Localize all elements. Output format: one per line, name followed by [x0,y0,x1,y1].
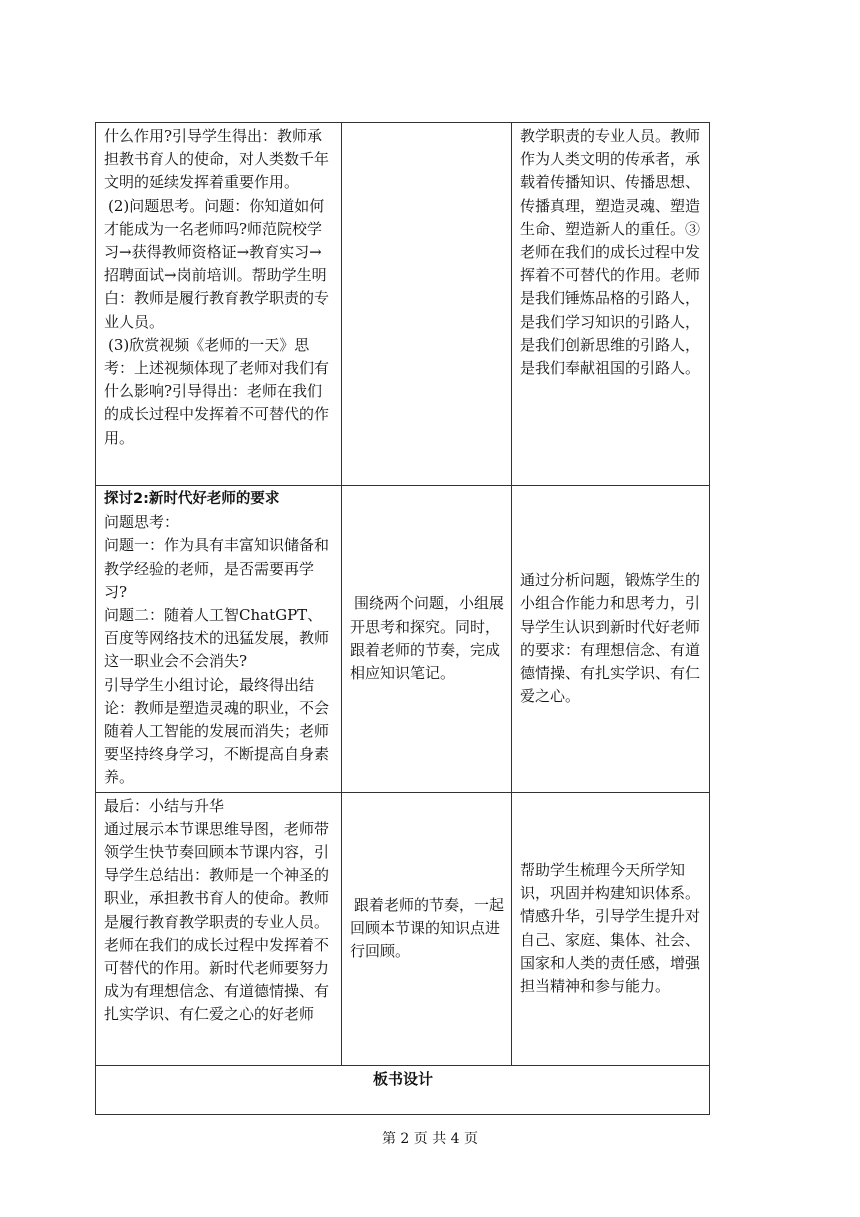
paragraph: 通过分析问题，锻炼学生的小组合作能力和思考力，引导学生认识到新时代好老师的要求：有理想信念、有道德情操、有扎实学识、有仁爱之心。 [520,571,701,706]
section-heading: 最后：小结与升华 [104,796,225,815]
paragraph: 跟着老师的节奏，一起回顾本节课的知识点进行回顾。 [350,895,505,961]
paragraph: 问题二：随着人工智ChatGPT、百度等网络技术的迅猛发展，教师这一职业会不会消失? [104,606,330,671]
page-number-footer: 第 2 页 共 4 页 [381,1131,479,1147]
teacher-activity-cell [96,792,342,1065]
table-row [96,486,710,793]
paragraph: 围绕两个问题，小组展开思考和探究。同时，跟着老师的节奏，完成相应知识笔记。 [350,594,505,683]
paragraph: 问题思考： [104,513,180,532]
paragraph: (2)问题思考。问题：你知道如何才能成为一名老师吗?师范院校学习→获得教师资格证→教育实习→招聘面试→岗前培训。帮助学生明白：教师是履行教育教学职责的专业人员。 [104,196,330,331]
table-row [96,1065,710,1114]
lesson-plan-table [95,122,710,1115]
paragraph: (3)欣赏视频《老师的一天》思考：上述视频体现了老师对我们有什么影响?引导得出：老师在我们的成长过程中发挥着不可替代的作用。 [104,335,330,447]
student-activity-cell [342,123,512,486]
design-intent-cell [512,792,710,1065]
paragraph: 教学职责的专业人员。教师作为人类文明的传承者，承载着传播知识、传播思想、传播真理，塑造灵魂、塑造生命、塑造新人的重任。③老师在我们的成长过程中发挥着不可替代的作用。老师是我们锤炼品格的引路人，是我们学习知识的引路人，是我们创新思维的引路人，是我们奉献祖国的引路人。 [520,127,701,378]
section-heading: 探讨2:新时代好老师的要求 [104,491,280,507]
student-activity-cell [342,486,512,793]
student-activity-cell [342,792,512,1065]
paragraph: 问题一：作为具有丰富知识储备和教学经验的老师，是否需要再学习? [104,536,330,601]
paragraph: 通过展示本节课思维导图，老师带领学生快节奏回顾本节课内容，引导学生总结出：教师是一个神圣的职业，承担教书育人的使命。教师是履行教育教学职责的专业人员。老师在我们的成长过程中发挥着不可替代的作用。新时代老师要努力成为有理想信念、有道德情操、有扎实学识、有仁爱之心的好老师 [104,819,330,1024]
teacher-activity-cell [96,123,342,486]
table-row [96,123,710,486]
board-design-heading: 板书设计 [96,1065,710,1114]
paragraph: 引导学生小组讨论，最终得出结论：教师是塑造灵魂的职业，不会随着人工智能的发展而消失；老师要坚持终身学习，不断提高自身素养。 [104,675,330,787]
table-row [96,792,710,1065]
paragraph: 帮助学生梳理今天所学知识，巩固并构建知识体系。情感升华，引导学生提升对自己、家庭、集体、社会、国家和人类的责任感，增强担当精神和参与能力。 [520,861,701,996]
paragraph: 什么作用?引导学生得出：教师承担教书育人的使命，对人类数千年文明的延续发挥着重要作用。 [104,127,330,192]
design-intent-cell [512,486,710,793]
teacher-activity-cell [96,486,342,793]
design-intent-cell [512,123,710,486]
